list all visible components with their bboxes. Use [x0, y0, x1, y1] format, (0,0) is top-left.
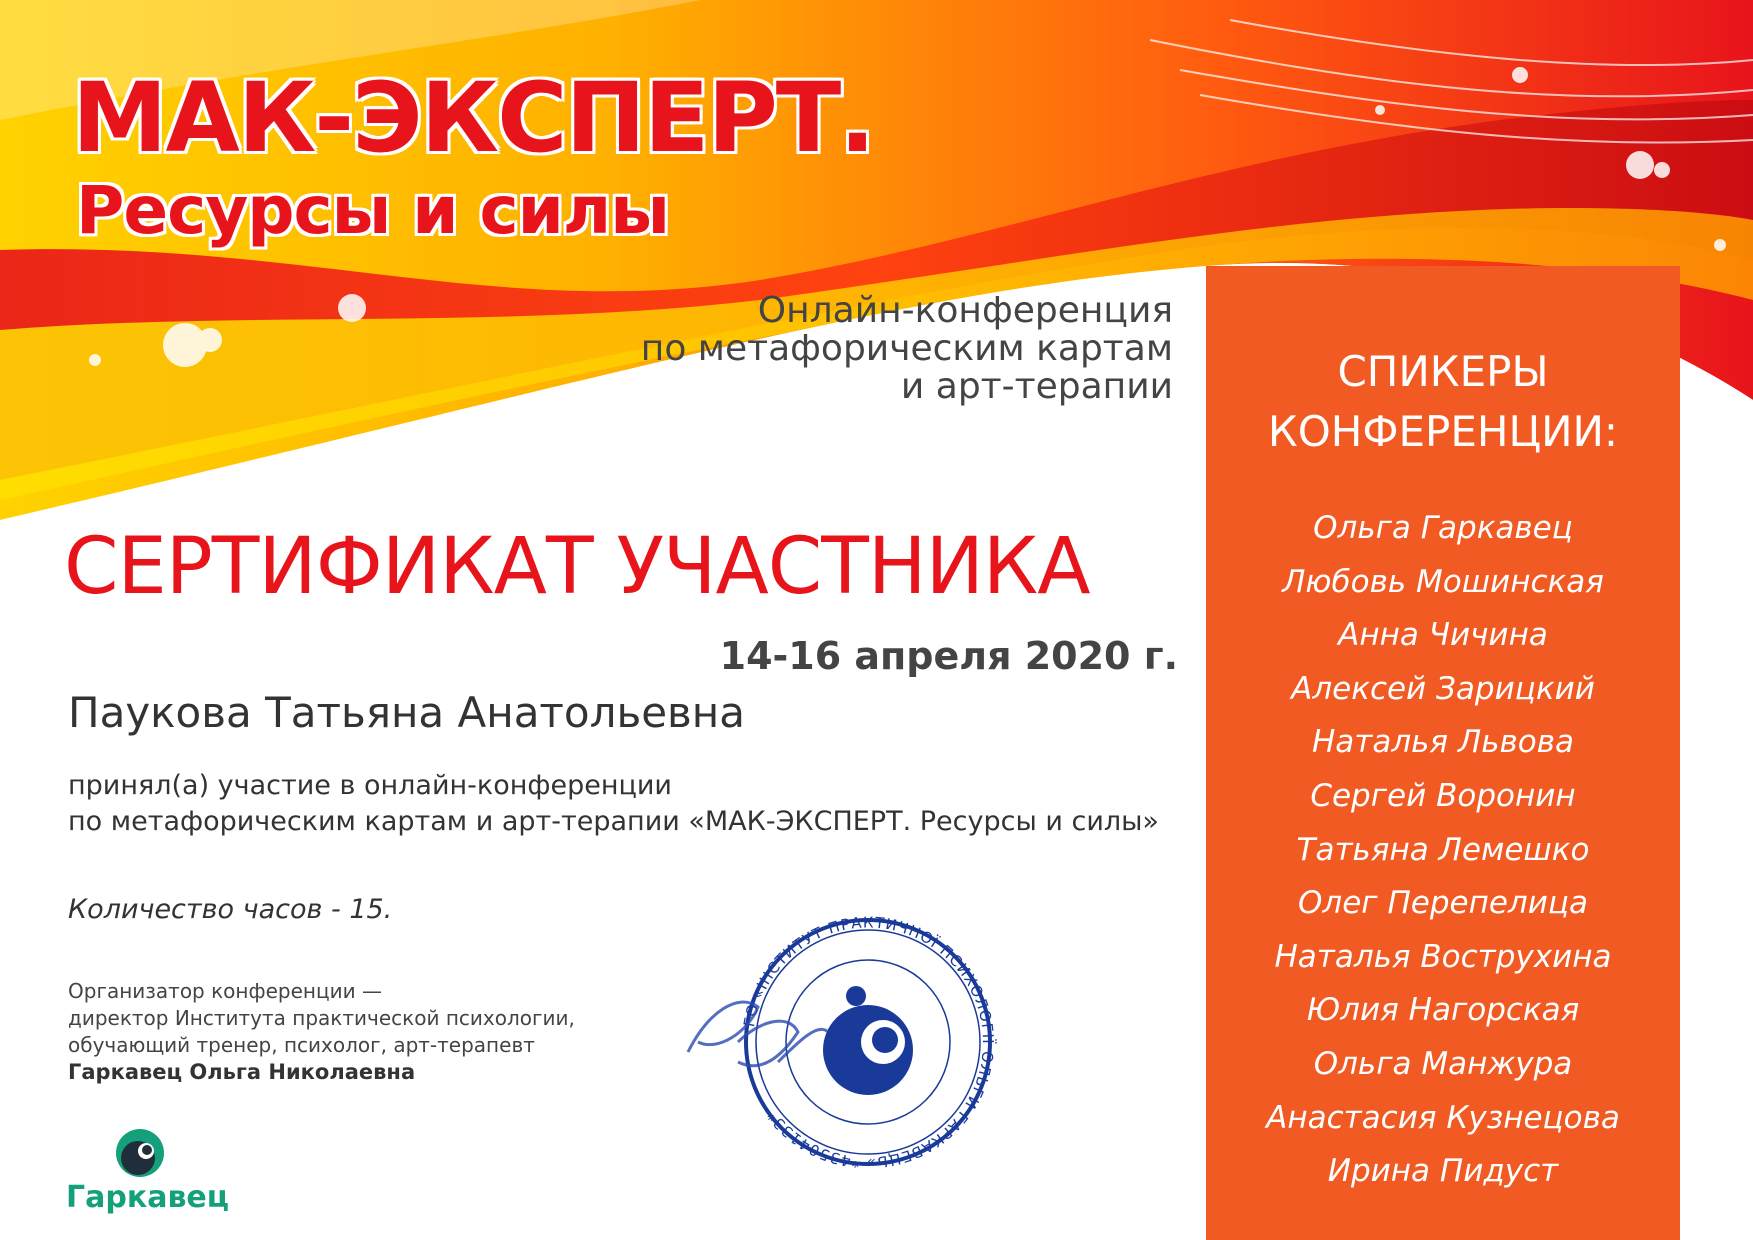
speakers-heading-line: КОНФЕРЕНЦИИ: — [1267, 407, 1619, 456]
participation-line: по метафорическим картам и арт-терапии «МАК-ЭКСПЕРТ. Ресурсы и силы» — [68, 806, 1159, 837]
speaker-name: Татьяна Лемешко — [1296, 831, 1590, 868]
svg-text:ГО «ІНСТИТУТ ПРАКТИЧНОЇ ПСИХОЛ: ГО «ІНСТИТУТ ПРАКТИЧНОЇ ПСИХОЛОГІЇ ОЛЬГИ ГАРКАВЕЦЬ» *43504133* — [740, 913, 998, 1172]
organizer-name: Гаркавец Ольга Николаевна — [68, 1060, 416, 1084]
speaker-name: Олег Перепелица — [1298, 885, 1588, 922]
participation-line: принял(а) участие в онлайн-конференции — [68, 770, 672, 801]
organizer-line: Организатор конференции — — [68, 979, 382, 1003]
conference-title: МАК-ЭКСПЕРТ. — [72, 62, 874, 174]
certificate-heading: СЕРТИФИКАТ УЧАСТНИКА — [64, 522, 1090, 612]
conference-subtitle-title: Ресурсы и силы — [76, 172, 669, 249]
organizer-line: обучающий тренер, психолог, арт-терапевт — [68, 1033, 535, 1057]
speaker-name: Анна Чичина — [1338, 617, 1548, 654]
conference-description-line: Онлайн-конференция — [757, 290, 1173, 331]
participant-name: Паукова Татьяна Анатольевна — [68, 688, 745, 737]
speaker-name: Ирина Пидуст — [1327, 1153, 1559, 1190]
speaker-name: Наталья Вострухина — [1274, 938, 1612, 975]
speaker-name: Любовь Мошинская — [1282, 563, 1604, 600]
speaker-name: Ольга Манжура — [1313, 1045, 1573, 1082]
speaker-name: Алексей Зарицкий — [1291, 670, 1595, 707]
speaker-name: Ольга Гаркавец — [1313, 510, 1573, 546]
conference-description-line: по метафорическим картам — [640, 328, 1173, 369]
speaker-name: Сергей Воронин — [1310, 777, 1576, 814]
speaker-name: Юлия Нагорская — [1306, 992, 1580, 1029]
institute-stamp — [678, 912, 998, 1172]
conference-date: 14-16 апреля 2020 г. — [719, 634, 1178, 678]
conference-description-line: и арт-терапии — [900, 366, 1173, 407]
speakers-heading-line: СПИКЕРЫ — [1337, 347, 1549, 396]
participation-statement — [68, 768, 1159, 840]
speakers-heading — [1206, 342, 1680, 462]
conference-description — [641, 292, 1173, 406]
speaker-name: Анастасия Кузнецова — [1266, 1099, 1620, 1136]
hours-count: Количество часов - 15. — [68, 894, 393, 925]
organizer-line: директор Института практической психологии, — [68, 1006, 575, 1030]
speaker-name: Наталья Львова — [1311, 724, 1575, 761]
organizer-block — [68, 978, 575, 1086]
speakers-list — [1206, 502, 1680, 1199]
logo-text: Гаркавец — [66, 1180, 230, 1215]
